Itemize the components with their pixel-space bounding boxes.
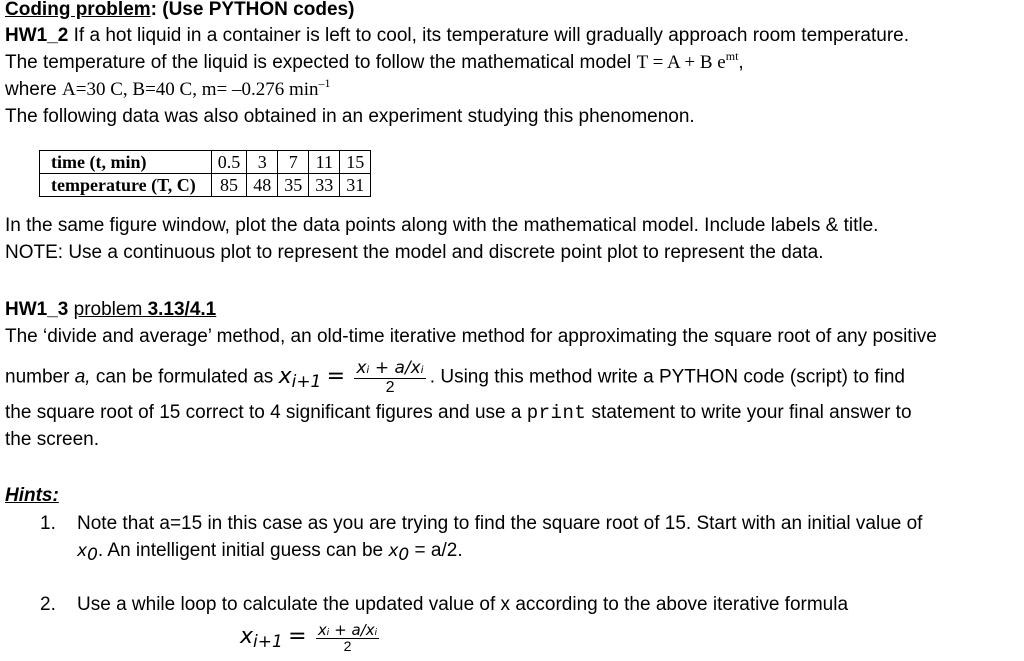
hw1-2-text2: The temperature of the liquid is expected to follow the mathematical model (5, 52, 637, 73)
hw1-2-instruction1: In the same figure window, plot the data points along with the mathematical model. Include labels & title. (5, 215, 879, 236)
hw1-3-id: HW1_3 (5, 299, 69, 320)
iterative-formula (240, 614, 383, 661)
hint-1-sub: 0 (87, 545, 98, 565)
hw1-2-line3 (5, 77, 1018, 104)
model-base: T = A + B e (636, 52, 726, 73)
formula-lhs-sub: i+1 (291, 372, 322, 392)
hw1-3-line4: the screen. (5, 429, 99, 450)
hint-1-mid: . An intelligent initial guess can be (97, 540, 389, 561)
hint-formula-fraction (316, 622, 379, 655)
row-label-time: time (t, min) (40, 151, 212, 174)
formula-lhs: x (278, 364, 292, 389)
line3-post: statement to write your final answer to (586, 402, 912, 423)
hw1-2-id: HW1_2 (5, 25, 69, 46)
table-cell: 3 (247, 151, 278, 174)
hw1-2-instruction2: NOTE: Use a continuous plot to represent the model and discrete point plot to represent the data. (5, 242, 824, 263)
hint-formula-numerator: xᵢ + a/xᵢ (317, 620, 378, 639)
hw1-2-text1: If a hot liquid in a container is left to cool, its temperature will gradually approach room temperature. (68, 25, 910, 46)
table-cell: 31 (340, 174, 371, 197)
problem-word: problem (73, 299, 143, 320)
table-row (40, 174, 371, 197)
heading (5, 0, 1018, 24)
table-cell: 0.5 (211, 151, 247, 174)
hw1-2-line4: The following data was also obtained in an experiment studying this phenomenon. (5, 106, 695, 127)
hint-1-text2 (77, 538, 463, 565)
hint-2-formula (240, 614, 383, 661)
table-cell: 7 (278, 151, 309, 174)
hint-1-number: 1. (40, 513, 56, 534)
hint-1-text1: Note that a=15 in this case as you are trying to find the square root of 15. Start with an initial value of (77, 513, 923, 534)
hints-title (5, 483, 1018, 510)
line2-post: . Using this method write a PYTHON code (script) to find (429, 366, 905, 388)
formula-eq: = (326, 364, 346, 389)
formula-numerator: xᵢ + a/xᵢ (356, 358, 424, 379)
problem-number: 3.13/4.1 (147, 299, 217, 320)
hint-2-number: 2. (40, 594, 56, 615)
hints-title-text: Hints: (5, 485, 59, 506)
hint-1-var: x (77, 541, 88, 561)
row-label-temperature: temperature (T, C) (40, 174, 212, 197)
heading-label: Coding problem (5, 0, 151, 20)
hint-formula-lhs-sub: i+1 (253, 632, 283, 652)
table-row (40, 151, 371, 174)
hint-formula-lhs: x (240, 624, 254, 649)
hw1-3-line1: The ‘divide and average’ method, an old-time iterative method for approximating the square root of any positive (5, 326, 937, 347)
hint-1-tail: = a/2. (409, 540, 463, 561)
model-tail: , (738, 52, 744, 73)
hw1-3-header (5, 297, 1018, 324)
hint-formula-eq: = (288, 624, 307, 649)
line3-pre: the square root of 15 correct to 4 significant figures and use a (5, 402, 527, 423)
hint-1-sub2: 0 (398, 545, 410, 565)
line2-pre: number (5, 366, 75, 388)
table-cell: 33 (309, 174, 340, 197)
model-equation (636, 49, 739, 73)
table-cell: 35 (278, 174, 309, 197)
where-params (62, 76, 331, 100)
hw1-3-line2 (5, 352, 1018, 403)
print-keyword: print (526, 402, 587, 424)
line2-var: a, (74, 366, 91, 388)
hw1-2-line1 (5, 23, 1018, 50)
hint-2-text1: Use a while loop to calculate the updated value of x according to the above iterative formula (77, 594, 849, 615)
where-lead: where (5, 79, 63, 100)
model-exponent: mt (725, 49, 739, 63)
table-cell: 48 (247, 174, 278, 197)
hw1-3-line3 (5, 400, 1018, 427)
hint-1-var2: x (388, 541, 399, 561)
where-params-text: A=30 C, B=40 C, m= –0.276 min (62, 79, 319, 100)
hw1-3-problem (74, 299, 217, 320)
formula-denominator: 2 (385, 379, 395, 397)
table-cell: 85 (211, 174, 247, 197)
hint-formula-denominator: 2 (343, 638, 352, 655)
heading-colon: : (150, 0, 157, 20)
table-cell: 15 (340, 151, 371, 174)
table-cell: 11 (309, 151, 340, 174)
data-table (39, 150, 371, 197)
line2-mid: can be formulated as (90, 366, 279, 388)
where-exponent: –1 (318, 76, 331, 90)
heading-suffix: (Use PYTHON codes) (156, 0, 355, 20)
divide-average-formula (279, 352, 430, 403)
formula-fraction (354, 359, 425, 396)
hw1-2-line2 (5, 50, 1018, 77)
